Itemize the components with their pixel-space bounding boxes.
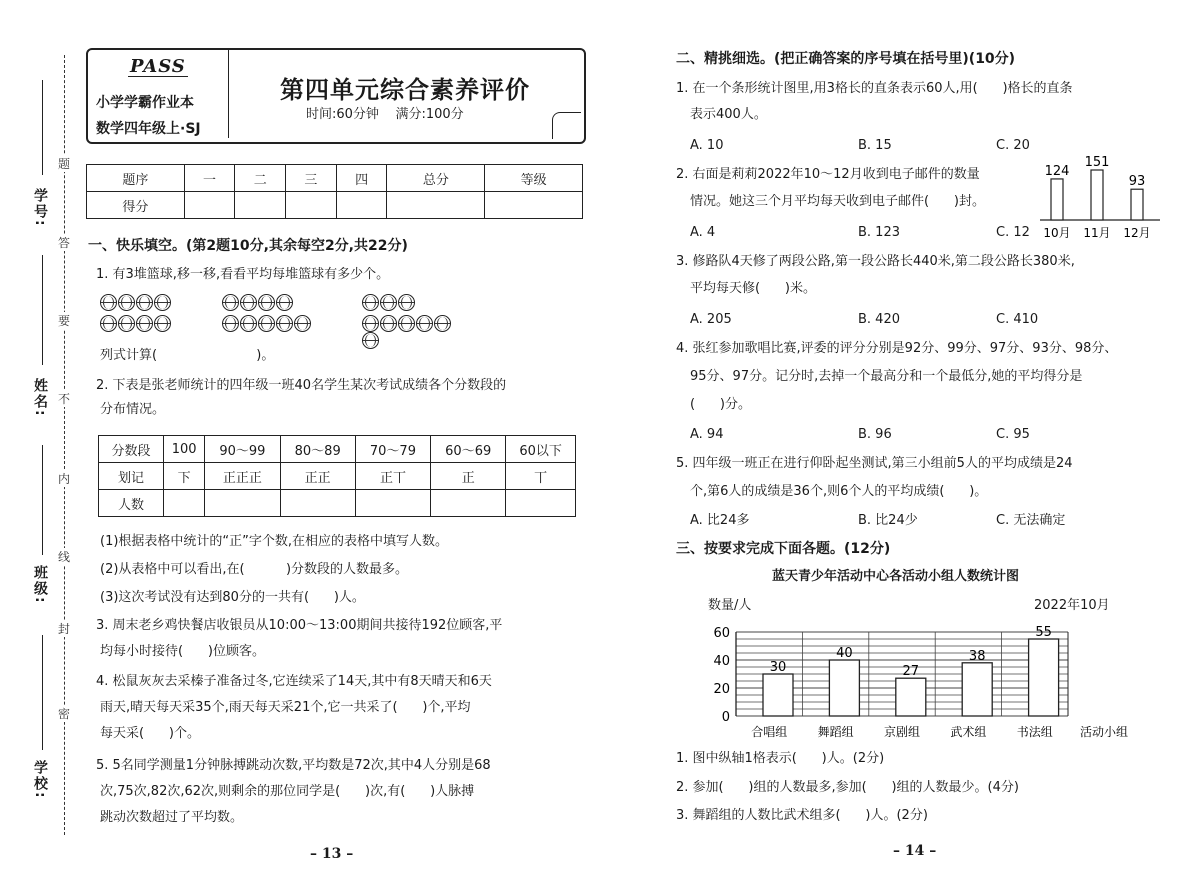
name-label: 姓名: [32,378,48,418]
basketball-icon [258,294,275,311]
score-distribution-table [98,435,576,517]
basketball-icon [398,315,415,332]
r-q1-line1[interactable]: 1. 在一个条形统计图里,用3格长的直条表示60人,用( )格长的直条 [676,81,1073,96]
r-q4-line2: 95分、97分。记分时,去掉一个最高分和一个最低分,她的平均得分是 [690,369,1083,384]
activity-bar-value-label: 55 [1035,625,1052,640]
school-label: 学校: [32,760,48,800]
score-header-cell: 等级 [485,165,583,192]
seal-char: 不 [58,392,71,406]
count-cell[interactable] [164,490,205,517]
seal-char: 答 [58,236,71,250]
count-cell[interactable] [506,490,576,517]
basketball-icon [362,332,379,349]
activity-bar-value-label: 27 [902,664,920,680]
score-cell[interactable] [387,192,485,219]
basketball-icon [118,294,135,311]
activity-y-tick-label: 20 [713,682,730,697]
pass-logo: PASS [130,56,186,77]
q5-text-line3: 跳动次数超过了平均数。 [100,810,244,825]
s3-q2[interactable]: 2. 参加( )组的人数最多,参加( )组的人数最少。(4分) [676,780,1019,795]
activity-bar-value-label: 40 [836,646,853,661]
activity-chart-date: 2022年10月 [1034,598,1110,613]
r-q4-line3[interactable]: ( )分。 [690,397,751,412]
score-header-cell: 三 [286,165,337,192]
dist-header-cell: 60～69 [431,436,506,463]
basketball-icon [294,315,311,332]
activity-x-tick-label: 合唱组 [751,725,788,739]
r-q1-option-a[interactable]: A. 10 [690,138,724,153]
activity-x-tick-label: 书法组 [1016,725,1053,739]
basketball-icon [240,294,257,311]
score-cell[interactable] [286,192,337,219]
score-table [86,164,583,219]
basketball-icon [100,294,117,311]
r-q4-option-b[interactable]: B. 96 [858,427,892,442]
basketball-icon [222,294,239,311]
basketball-icon [100,315,117,332]
tally-cell: 正丅 [355,463,430,490]
dist-header-cell: 60以下 [506,436,576,463]
activity-x-tick-label: 舞蹈组 [817,725,854,739]
tally-row-label: 划记 [99,463,164,490]
section3-title: 三、按要求完成下面各题。(12分) [676,541,891,557]
class-blank-line[interactable] [42,445,43,555]
r-q3-option-b[interactable]: B. 420 [858,312,900,327]
school-blank-line[interactable] [42,635,43,750]
basketball-icon [136,315,153,332]
q2-text-line2: 分布情况。 [100,402,166,417]
count-cell[interactable] [280,490,355,517]
page-number-right: – 14 – [893,843,937,859]
basketball-icon [398,294,415,311]
r-q2-line1: 2. 右面是莉莉2022年10～12月收到电子邮件的数量 [676,167,980,182]
activity-x-tick-label: 京剧组 [883,725,921,739]
score-header-cell: 二 [235,165,286,192]
seal-char: 内 [58,472,71,486]
activity-chart-title: 蓝天青少年活动中心各活动小组人数统计图 [772,569,1020,584]
q4-text-line1: 4. 松鼠灰灰去采榛子准备过冬,它连续采了14天,其中有8天晴天和6天 [96,674,492,689]
activity-x-axis-title: 活动小组 [1080,725,1129,739]
count-cell[interactable] [355,490,430,517]
score-header-cell: 四 [336,165,387,192]
dist-header-cell: 100 [164,436,205,463]
r-q1-line2: 表示400人。 [690,107,767,122]
section1-title: 一、快乐填空。(第2题10分,其余每空2分,共22分) [88,238,408,254]
score-cell[interactable] [184,192,235,219]
activity-y-tick-label: 40 [713,654,730,669]
series-title: 小学学霸作业本 [96,95,194,111]
basketball-icon [222,315,239,332]
basketball-pile-2 [222,294,322,332]
activity-bar-value-label: 30 [769,660,787,675]
r-q5-option-a[interactable]: A. 比24多 [690,513,750,528]
r-q4-option-c[interactable]: C. 95 [996,427,1030,442]
tally-cell: 下 [164,463,205,490]
basketball-icon [416,315,433,332]
r-q5-line1: 5. 四年级一班正在进行仰卧起坐测试,第三小组前5人的平均成绩是24 [676,456,1073,471]
basketball-icon [258,315,275,332]
r-q4-line1: 4. 张红参加歌唱比赛,评委的评分分别是92分、99分、97分、93分、98分、 [676,341,1118,356]
count-row-label: 人数 [99,490,164,517]
basketball-icon [154,315,171,332]
basketball-icon [276,315,293,332]
s3-q3[interactable]: 3. 舞蹈组的人数比武术组多( )人。(2分) [676,808,928,823]
score-header-cell: 总分 [387,165,485,192]
q2-sub2[interactable]: (2)从表格中可以看出,在( )分数段的人数最多。 [100,562,409,577]
activity-y-tick-label: 0 [721,710,730,725]
exam-title: 第四单元综合素养评价 [280,75,530,104]
activity-chart-ylabel: 数量/人 [708,598,752,613]
basketball-icon [240,315,257,332]
s3-q1[interactable]: 1. 图中纵轴1格表示( )人。(2分) [676,751,885,766]
q5-text-line1: 5. 5名同学测量1分钟脉搏跳动次数,平均数是72次,其中4人分别是68 [96,758,491,773]
score-row-label: 得分 [87,192,185,219]
basketball-pile-3 [362,294,452,349]
seal-char: 要 [58,314,71,328]
r-q5-line2[interactable]: 个,第6人的成绩是36个,则6个人的平均成绩( )。 [690,484,988,499]
r-q5-option-c[interactable]: C. 无法确定 [996,513,1066,528]
header-divider [228,50,229,138]
seal-char: 线 [58,550,71,564]
name-blank-line[interactable] [42,255,43,365]
r-q3-option-a[interactable]: A. 205 [690,312,732,327]
grade-title: 数学四年级上·SJ [96,121,201,137]
score-cell[interactable] [485,192,583,219]
basketball-icon [118,315,135,332]
basketball-icon [362,294,379,311]
tally-cell: 正正正 [205,463,280,490]
r-q2-option-b[interactable]: B. 123 [858,225,900,240]
id-blank-line[interactable] [42,80,43,175]
basketball-icon [434,315,451,332]
activity-bar [1029,639,1059,716]
r-q4-option-a[interactable]: A. 94 [690,427,724,442]
email-bar-value-label: 124 [1044,163,1070,179]
seal-char: 题 [58,157,71,171]
r-q3-line1: 3. 修路队4天修了两段公路,第一段公路长440米,第二段公路长380米, [676,254,1075,269]
activity-x-tick-label: 武术组 [950,725,987,739]
r-q3-option-c[interactable]: C. 410 [996,312,1039,327]
score-cell[interactable] [235,192,286,219]
activity-bar [763,674,793,716]
q5-text-line2[interactable]: 次,75次,82次,62次,则剩余的那位同学是( )次,有( )人脉搏 [100,784,475,799]
basketball-icon [380,315,397,332]
q3-text-line2[interactable]: 均每小时接待( )位顾客。 [100,644,265,659]
email-bar [1051,179,1063,220]
q1-answer-blank[interactable]: 列式计算( )。 [100,348,275,363]
seal-char: 封 [58,622,71,636]
tally-cell: 正正 [280,463,355,490]
email-x-tick-label: 12月 [1123,226,1151,240]
r-q3-line2[interactable]: 平均每天修( )米。 [690,281,816,296]
q2-sub1: (1)根据表格中统计的“正”字个数,在相应的表格中填写人数。 [100,534,449,549]
seal-char: 密 [58,707,71,721]
r-q2-option-a[interactable]: A. 4 [690,225,716,240]
email-bar-value-label: 93 [1128,174,1146,190]
activity-bar-value-label: 38 [968,648,986,664]
activity-bar-chart [700,618,1160,744]
id-label: 学号: [32,188,48,228]
q4-text-line3[interactable]: 每天采( )个。 [100,726,200,741]
count-cell[interactable] [205,490,280,517]
basketball-pile-1 [100,294,190,332]
q4-text-line2[interactable]: 雨天,晴天每天采35个,雨天每天采21个,它一共采了( )个,平均 [100,700,471,715]
r-q1-option-c[interactable]: C. 20 [996,138,1030,153]
email-bar [1091,170,1103,220]
email-bar [1131,189,1143,220]
basketball-icon [276,294,293,311]
r-q2-line2[interactable]: 情况。她这三个月平均每天收到电子邮件( )封。 [690,194,985,209]
page-curl [552,112,581,139]
email-x-tick-label: 10月 [1043,226,1071,240]
q1-text: 1. 有3堆篮球,移一移,看看平均每堆篮球有多少个。 [96,267,390,282]
basketball-icon [380,294,397,311]
basketball-icon [136,294,153,311]
page-number-left: – 13 – [310,846,354,862]
tally-cell: 正 [431,463,506,490]
r-q2-option-c[interactable]: C. 12 [996,225,1030,240]
dist-header-cell: 70～79 [355,436,430,463]
activity-bar [829,660,859,716]
dist-header-cell: 80～89 [280,436,355,463]
tally-cell: 丅 [506,463,576,490]
q2-sub3[interactable]: (3)这次考试没有达到80分的一共有( )人。 [100,590,365,605]
score-header-cell: 题序 [87,165,185,192]
activity-y-tick-label: 60 [713,626,730,641]
basketball-icon [362,315,379,332]
activity-bar [962,663,992,716]
section2-title: 二、精挑细选。(把正确答案的序号填在括号里)(10分) [676,51,1016,67]
logo-underline [128,76,188,77]
dist-header-cell: 分数段 [99,436,164,463]
q2-text-line1: 2. 下表是张老师统计的四年级一班40名学生某次考试成绩各个分数段的 [96,378,507,393]
score-cell[interactable] [336,192,387,219]
email-x-tick-label: 11月 [1083,226,1111,240]
class-label: 班级: [32,565,48,605]
activity-bar [896,678,926,716]
r-q1-option-b[interactable]: B. 15 [858,138,892,153]
dist-header-cell: 90～99 [205,436,280,463]
email-bar-chart [1036,156,1164,242]
exam-meta: 时间:60分钟 满分:100分 [306,107,464,122]
basketball-icon [154,294,171,311]
q3-text-line1: 3. 周末老乡鸡快餐店收银员从10:00～13:00期间共接待192位顾客,平 [96,618,503,633]
r-q5-option-b[interactable]: B. 比24少 [858,513,918,528]
score-header-cell: 一 [184,165,235,192]
email-bar-value-label: 151 [1084,156,1110,170]
count-cell[interactable] [431,490,506,517]
